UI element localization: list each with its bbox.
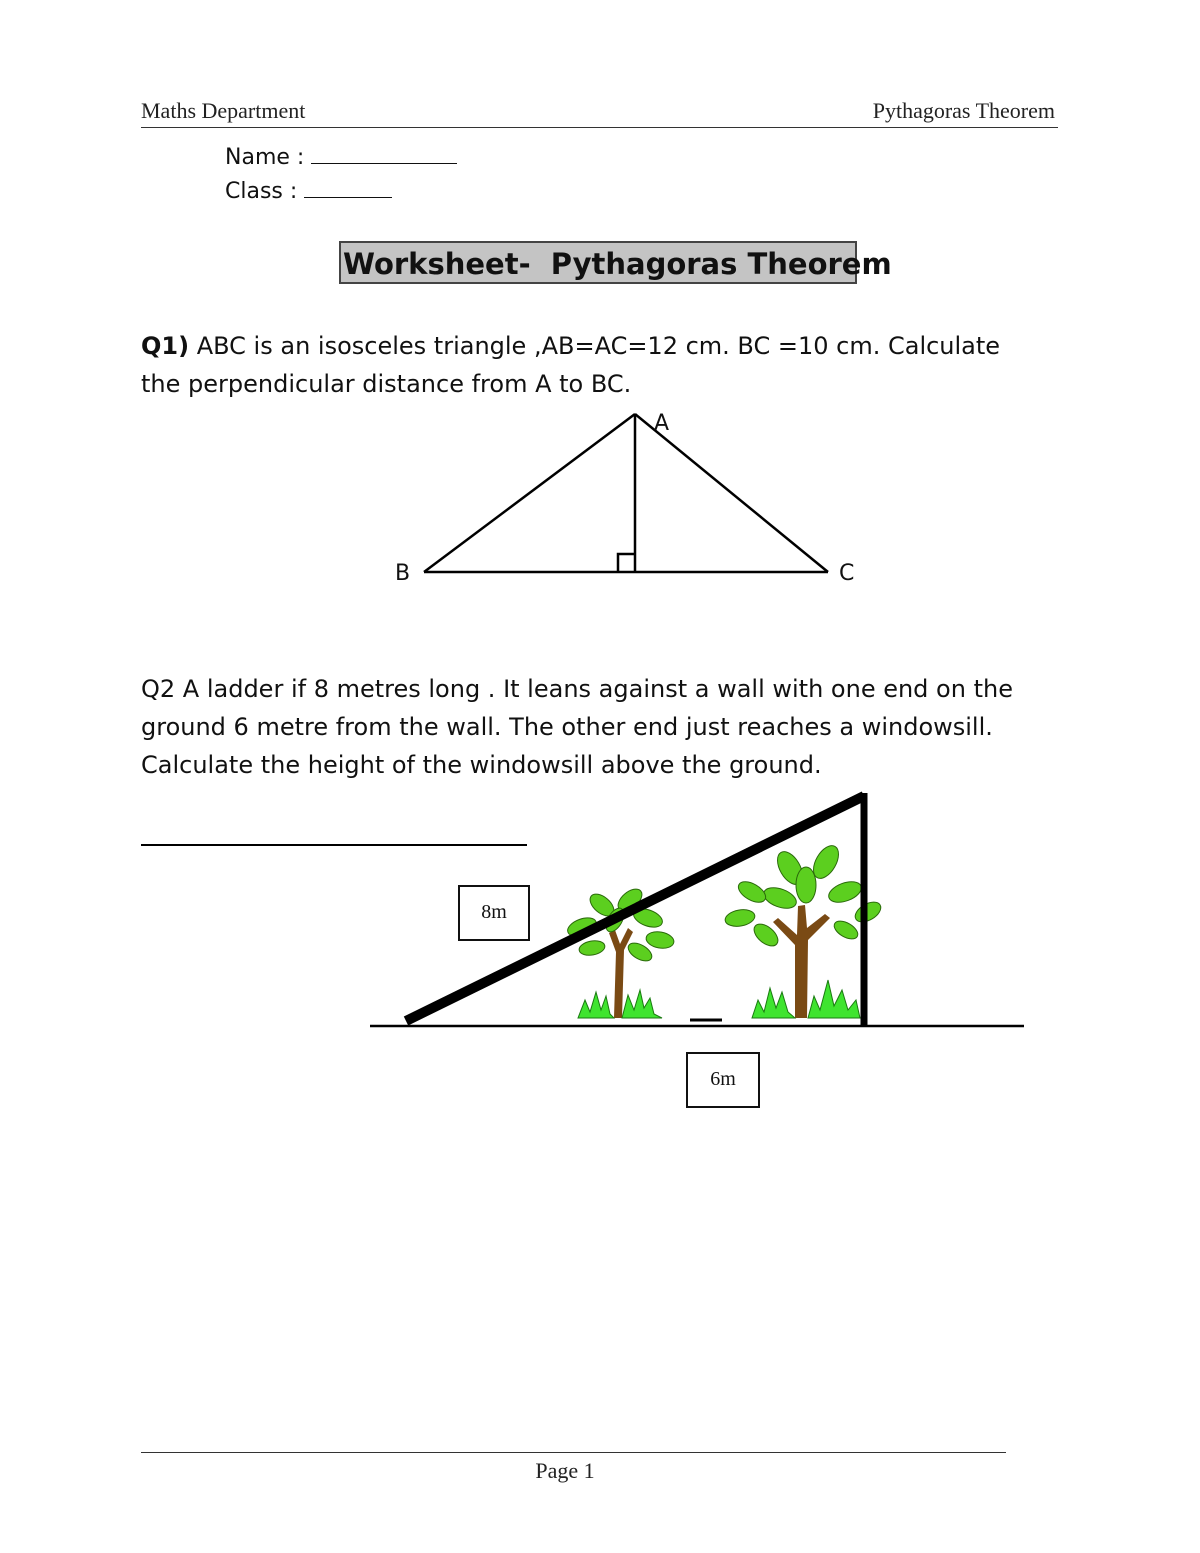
ladder-length-box: 8m bbox=[458, 885, 530, 941]
question-1-label: Q1) bbox=[141, 332, 190, 360]
tree-left-icon bbox=[565, 885, 675, 1018]
question-1-text: ABC is an isosceles triangle ,AB=AC=12 cm. BC =10 cm. Calculate the perpendicular distance from A to BC. bbox=[141, 332, 1001, 398]
page-number: Page 1 bbox=[535, 1458, 595, 1483]
class-label: Class : bbox=[225, 179, 298, 204]
footer-rule bbox=[141, 1452, 1006, 1453]
tree-right-icon bbox=[724, 841, 884, 1018]
vertex-a-label: A bbox=[654, 411, 670, 436]
question-2: Q2 A ladder if 8 metres long . It leans against a wall with one end on the ground 6 metre from the wall. The other end just reaches a windowsill. Calculate the height of the windowsill above the ground. bbox=[141, 675, 1013, 779]
worksheet-title: Worksheet- Pythagoras Theorem bbox=[343, 247, 892, 281]
vertex-b-label: B bbox=[395, 561, 411, 586]
vertex-c-label: C bbox=[839, 561, 855, 586]
header-topic: Pythagoras Theorem bbox=[872, 98, 1055, 123]
header-department: Maths Department bbox=[141, 98, 306, 123]
ground-distance-box: 6m bbox=[686, 1052, 760, 1108]
name-label: Name : bbox=[225, 145, 305, 170]
